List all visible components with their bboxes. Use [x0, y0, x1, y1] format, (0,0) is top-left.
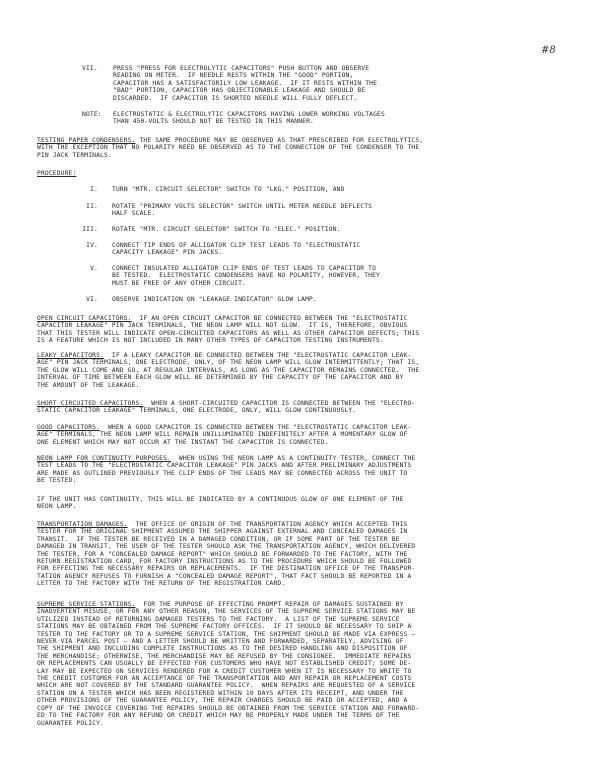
supreme-service-line: THE CREDIT CUSTOMER FOR AN ACCEPTANCE OF THE TRANSPORTATION AND ANY REPAIR OR REPLACEMENT COSTS	[37, 675, 412, 683]
step-vii-line: DISCARDED. IF CAPACITOR IS SHORTED NEEDLE WILL FULLY DEFLECT.	[113, 94, 358, 102]
continuity-line: NEON LAMP.	[37, 503, 77, 511]
transportation-heading: TRANSPORTATION DAMAGES.	[37, 521, 128, 528]
neon-lamp-heading: NEON LAMP FOR CONTINUITY PURPOSES.	[37, 455, 171, 462]
leaky-line: AGE" PIN JACK TERMINALS, ONE ELECTRODE, ONLY, OF THE NEON LAMP WILL GLOW INTERMITTENTLY; THAT IS,	[37, 359, 420, 367]
neon-lamp-section	[37, 455, 560, 485]
supreme-service-line: OTHER PROVISIONS OF THE GUARANTEE POLICY, THE REPAIR CHARGES SHOULD BE PAID OR ACCEPTED, AND A	[37, 697, 408, 705]
transportation-section	[37, 521, 560, 588]
short-circuit-section	[37, 400, 560, 415]
neon-lamp-line: TEST LEADS TO THE "ELECTROSTATIC CAPACITOR LEAKAGE" PIN JACKS AND AFTER PRELIMINARY ADJUSTMENTS	[37, 462, 412, 470]
step-vii-line: "BAD" PORTION, CAPACITOR HAS OBJECTIONABLE LEAKAGE AND SHOULD BE	[113, 87, 366, 95]
continuity-line: IF THE UNIT HAS CONTINUITY, THIS WILL BE INDICATED BY A CONTINUOUS GLOW OF ONE ELEMENT OF THE	[37, 496, 404, 503]
step-vii-line: PRESS "PRESS FOR ELECTROLYTIC CAPACITORS" PUSH BUTTON AND OBSERVE	[113, 65, 370, 72]
step-number: II.	[86, 203, 98, 210]
supreme-service-first-line: FOR THE PURPOSE OF EFFECTING PROMPT REPAIR OF DAMAGES SUSTAINED BY	[135, 601, 404, 608]
supreme-service-line: STATION ON A TESTER WHICH HAS BEEN REGISTERED WITHIN 10 DAYS AFTER ITS RECEIPT, AND UNDER THE	[37, 689, 404, 697]
step-number: V.	[90, 265, 98, 272]
short-circuit-heading: SHORT CIRCUITED CAPACITORS.	[37, 400, 144, 407]
supreme-service-line: NEVER VIA PARCEL POST — AND A LETTER SHOULD BE WRITTEN AND FORWARDED, SEPARATELY, ADVISING OF	[37, 638, 404, 646]
step-line: CONNECT TIP ENDS OF ALLIGATOR CLIP TEST LEADS TO "ELECTROSTATIC	[112, 242, 361, 249]
note-line: ELECTROSTATIC & ELECTROLYTIC CAPACITORS HAVING LOWER WORKING VOLTAGES	[113, 111, 385, 118]
testing-paper-line: PIN JACK TERMINALS.	[37, 151, 112, 159]
supreme-service-line: INADVERTENT MISUSE, OR FOR ANY OTHER REASON, THE SERVICES OF THE SUPREME SERVICE STATIONS MAY BE	[37, 608, 416, 616]
supreme-service-line: WHICH ARE NOT COVERED BY THE STANDARD GUARANTEE POLICY. WHEN REPAIRS ARE REQUESTED OF A SERVICE	[37, 682, 416, 690]
testing-paper-section	[37, 137, 560, 159]
open-circuit-line: THAT THIS TESTER WILL INDICATE OPEN-CIRCUITED CAPACITORS AS WELL AS OTHER CAPACITOR DEFECTS; THIS	[37, 329, 420, 337]
short-circuit-first-line: WHEN A SHORT-CIRCUITED CAPACITOR IS CONNECTED BETWEEN THE "ELECTRO-	[143, 400, 416, 407]
supreme-service-line: ED TO THE FACTORY FOR ANY REFUND OR CREDIT WHICH MAY BE PROPERLY MADE UNDER THE TERMS OF THE	[37, 712, 400, 720]
good-section	[37, 424, 560, 446]
open-circuit-section	[37, 315, 560, 345]
supreme-service-line: THE MERCHANDISE; OTHERWISE, THE MERCHANDISE MAY BE REFUSED BY THE CONSIGNEE. IMMEDIATE REPAIRS	[37, 652, 412, 660]
transportation-line: DAMAGED IN TRANSIT, THE USER OF THE TESTER SHOULD ASK THE TRANSPORTATION AGENCY, WHICH DELIVERED	[37, 543, 416, 551]
leaky-line: THE GLOW WILL COME AND GO, AT REGULAR INTERVALS, AS LONG AS THE CAPACITOR REMAINS CONNECTED. THE	[37, 366, 420, 374]
step-line: ROTATE "PRIMARY VOLTS SELECTOR" SWITCH UNTIL METER NEEDLE DEFLECTS	[112, 203, 373, 210]
supreme-service-line: UTILIZED INSTEAD OF RETURNING DAMAGED TESTERS TO THE FACTORY. A LIST OF THE SUPREME SERVICE	[37, 615, 400, 623]
step-line: HALF SCALE.	[112, 210, 156, 218]
testing-paper-heading: TESTING PAPER CONDENSERS.	[37, 137, 136, 144]
transportation-line: TATION AGENCY REFUSES TO FURNISH A "CONCEALED DAMAGE REPORT", THAT FACT SHOULD BE REPORTED IN A	[37, 572, 412, 580]
transportation-line: FOR EFFECTING THE NECESSARY REPAIRS OR REPLACEMENTS. IF THE DESTINATION OFFICE OF THE TRANSPOR-	[37, 565, 416, 573]
transportation-line: RETURN REGISTRATION CARD, FOR FACTORY INSTRUCTIONS AS TO THE PROCEDURE WHICH SHOULD BE FOLLOWED	[37, 558, 412, 566]
transportation-first-line: THE OFFICE OF ORIGIN OF THE TRANSPORTATION AGENCY WHICH ACCEPTED THIS	[127, 521, 408, 528]
neon-lamp-line: ARE MADE AS OUTLINED PREVIOUSLY THE CLIP ENDS OF THE LEADS MAY BE CONNECTED ACROSS THE UNIT TO	[37, 469, 408, 477]
open-circuit-first-line: IF AN OPEN CIRCUIT CAPACITOR BE CONNECTED BETWEEN THE "ELECTROSTATIC	[131, 315, 408, 322]
transportation-line: LETTER TO THE FACTORY WITH THE RETURN OF THE REGISTRATION CARD.	[37, 580, 286, 588]
supreme-service-heading: SUPREME SERVICE STATIONS.	[37, 601, 136, 608]
testing-paper-line: WITH THE EXCEPTION THAT NO POLARITY NEED BE OBSERVED AS TO THE CONNECTION OF THE CONDENSER TO THE	[37, 144, 420, 152]
step-number: IV.	[86, 242, 98, 249]
supreme-service-line: THE SHIPMENT AND INCLUDING COMPLETE INSTRUCTIONS AS TO THE DESIRED HANDLING AND DISPOSITION OF	[37, 645, 408, 653]
leaky-line: INTERVAL OF TIME BETWEEN EACH GLOW WILL BE DETERMINED BY THE CAPACITY OF THE CAPACITOR AND BY	[37, 374, 404, 382]
testing-paper-first-line: THE SAME PROCEDURE MAY BE OBSERVED AS THAT PRESCRIBED FOR ELECTROLYTICS,	[135, 137, 424, 144]
good-line: ONE ELEMENT WHICH MAY NOT OCCUR AT THE INSTANT THE CAPACITOR IS CONNECTED.	[37, 438, 329, 446]
supreme-service-line: GUARANTEE POLICY.	[37, 719, 104, 727]
supreme-service-section	[37, 601, 560, 727]
step-line: MUST BE FREE OF ANY OTHER CIRCUIT.	[112, 279, 246, 287]
step-vii-line: CAPACITOR HAS A SATISFACTORILY LOW LEAKAGE. IF IT RESTS WITHIN THE	[113, 79, 378, 87]
supreme-service-line: COPY OF THE INVOICE COVERING THE REPAIRS SHOULD BE OBTAINED FROM THE SERVICE STATION AND FORWARD-	[37, 704, 420, 712]
leaky-section	[37, 352, 560, 389]
open-circuit-line: IS A FEATURE WHICH IS NOT INCLUDED IN MANY OTHER TYPES OF CAPACITOR TESTING INSTRUMENTS.	[37, 337, 384, 345]
good-first-line: WHEN A GOOD CAPACITOR IS CONNECTED BETWEEN THE "ELECTROSTATIC CAPACITOR LEAK-	[100, 424, 412, 431]
leaky-heading: LEAKY CAPACITORS.	[37, 352, 104, 359]
supreme-service-line: OR REPLACEMENTS CAN USUALLY BE EFFECTED FOR CUSTOMERS WHO HAVE NOT ESTABLISHED CREDIT; SOME DE-	[37, 660, 412, 668]
step-vii-line: READING ON METER. IF NEEDLE RESTS WITHIN THE "GOOD" PORTION,	[113, 72, 354, 80]
note-label: NOTE:	[82, 111, 102, 118]
good-heading: GOOD CAPACITORS.	[37, 424, 101, 431]
open-circuit-heading: OPEN CIRCUIT CAPACITORS.	[37, 315, 132, 322]
step-line: BE TESTED. ELECTROSTATIC CONDENSERS HAVE NO POLARITY, HOWEVER, THEY	[112, 272, 380, 280]
note-line: THAN 450-VOLTS SHOULD NOT BE TESTED IN THIS MANNER.	[113, 118, 314, 126]
supreme-service-line: STATIONS MAY BE OBTAINED FROM THE SUPREME FACTORY OFFICES. IF IT SHOULD BE NECESSARY TO SHIP A	[37, 623, 412, 631]
step-vii-number: VII.	[82, 65, 98, 72]
step-number: III.	[82, 226, 98, 233]
transportation-line: TRANSIT. IF THE TESTER BE RECEIVED IN A DAMAGED CONDITION, OR IF SOME PART OF THE TESTER BE	[37, 535, 400, 543]
page-number: #8	[541, 45, 556, 56]
step-line: ROTATE "MTR. CIRCUIT SELECTOR" SWITCH TO "ELEC." POSITION.	[112, 226, 341, 233]
step-number: I.	[90, 186, 98, 193]
open-circuit-line: CAPACITOR LEAKAGE" PIN JACK TERMINALS, THE NEON LAMP WILL NOT GLOW. IT IS, THEREFORE, OBVIOUS	[37, 322, 408, 330]
neon-lamp-first-line: WHEN USING THE NEON LAMP AS A CONTINUITY TESTER, CONNECT THE	[171, 455, 416, 462]
supreme-service-line: LAY MAY BE EXPECTED ON SERVICES RENDERED FOR A CREDIT CUSTOMER WHEN IT IS NECESSARY TO WRITE TO	[37, 667, 412, 675]
supreme-service-line: TESTER TO THE FACTORY OR TO A SUPREME SERVICE STATION, THE SHIPMENT SHOULD BE MADE VIA EXPRESS —	[37, 630, 416, 638]
procedure-heading: PROCEDURE:	[37, 170, 77, 177]
neon-lamp-line: BE TESTED.	[37, 477, 77, 485]
good-line: AGE" TERMINALS, THE NEON LAMP WILL REMAIN UNILLUMINATED INDEFINITELY AFTER A MOMENTARY GLOW OF	[37, 431, 408, 439]
step-line: CONNECT INSULATED ALLIGATOR CLIP ENDS OF TEST LEADS TO CAPACITOR TO	[112, 265, 377, 272]
short-circuit-line: STATIC CAPACITOR LEAKAGE" TERMINALS, ONE ELECTRODE, ONLY, WILL GLOW CONTINUOUSLY.	[37, 407, 357, 415]
step-line: TURN "MTR. CIRCUIT SELECTOR" SWITCH TO "LKG." POSITION, AND	[112, 186, 345, 193]
transportation-line: THE TESTER, FOR A "CONCEALED DAMAGE REPORT" WHICH SHOULD BE FORWARDED TO THE FACTORY, WITH THE	[37, 550, 408, 558]
leaky-line: THE AMOUNT OF THE LEAKAGE.	[37, 381, 140, 389]
transportation-line: TESTER FOR THE ORIGINAL SHIPMENT ASSUMED THE SHIPPER AGAINST EXTERNAL AND CONCEALED DAMAGES IN	[37, 528, 408, 536]
step-line: CAPACITY LEAKAGE" PIN JACKS.	[112, 249, 223, 257]
step-number: VI.	[86, 296, 98, 303]
continuity-section	[37, 496, 560, 511]
step-line: OBSERVE INDICATION ON "LEAKAGE INDICATOR" GLOW LAMP.	[112, 296, 317, 303]
leaky-first-line: IF A LEAKY CAPACITOR BE CONNECTED BETWEEN THE "ELECTROSTATIC CAPACITOR LEAK-	[104, 352, 412, 359]
